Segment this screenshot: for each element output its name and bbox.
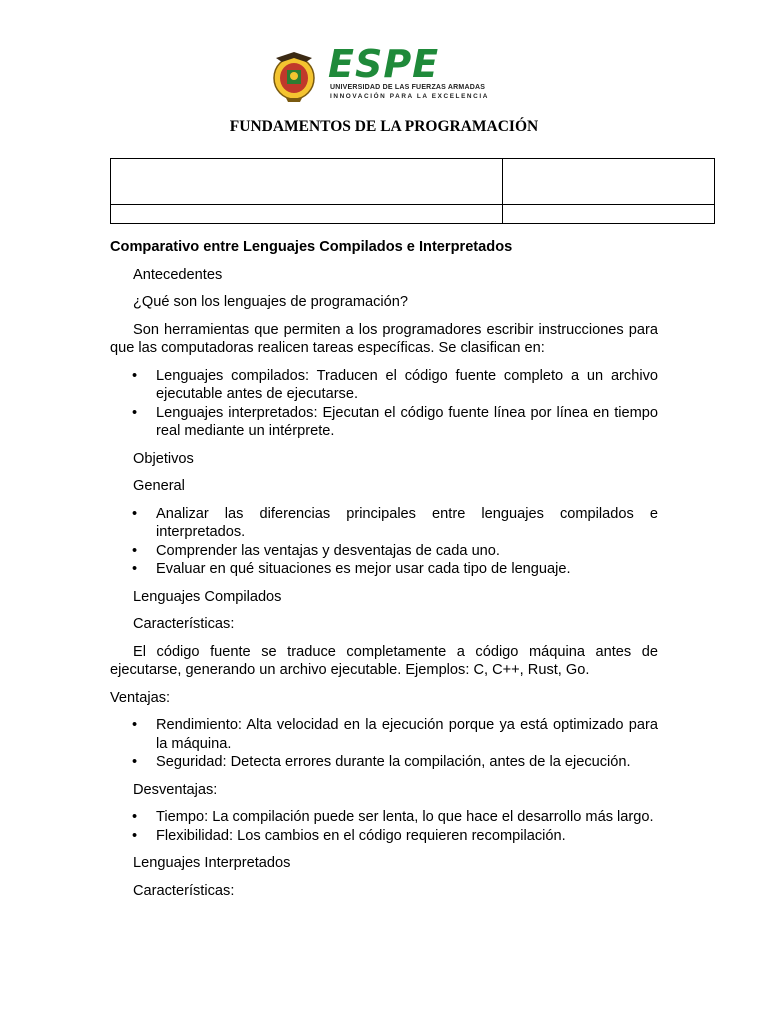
- document-title: FUNDAMENTOS DE LA PROGRAMACIÓN: [229, 118, 539, 135]
- list-item: • Lenguajes interpretados: Ejecutan el código fuente línea por línea en tiempo real mediante un intérprete.: [110, 404, 658, 441]
- university-crest-icon: [266, 46, 322, 102]
- list-item: • Tiempo: La compilación puede ser lenta, lo que hace el desarrollo más largo.: [110, 808, 658, 827]
- compiled-characteristics-label: Características:: [133, 616, 235, 632]
- disadvantages-label: Desventajas:: [133, 781, 218, 798]
- question-text: ¿Qué son los lenguajes de programación?: [133, 294, 409, 310]
- logo-subtitle: UNIVERSIDAD DE LAS FUERZAS ARMADAS: [330, 84, 486, 91]
- intro-paragraph: Son herramientas que permiten a los programadores escribir instrucciones para que las computadoras realicen tareas específicas. Se clasifican en:: [110, 321, 658, 356]
- subheading-antecedentes: Antecedentes: [133, 266, 223, 283]
- interpreted-characteristics-label: Características:: [133, 882, 235, 899]
- list-item: • Lenguajes compilados: Traducen el código fuente completo a un archivo ejecutable antes de ejecutarse.: [110, 367, 658, 404]
- header-cell: [503, 205, 715, 224]
- list-item: • Rendimiento: Alta velocidad en la ejecución porque ya está optimizado para la máquina.: [110, 716, 658, 753]
- list-item: • Analizar las diferencias principales entre lenguajes compilados e interpretados.: [110, 505, 658, 542]
- header-cell: [111, 159, 503, 205]
- disadvantages-list: [110, 808, 658, 845]
- subheading-objetivos: Objetivos: [133, 450, 194, 467]
- list-item: • Evaluar en qué situaciones es mejor usar cada tipo de lenguaje.: [110, 560, 658, 579]
- list-item: • Comprender las ventajas y desventajas de cada uno.: [110, 542, 658, 561]
- header-cell: [111, 205, 503, 224]
- section-heading: Comparativo entre Lenguajes Compilados e Interpretados: [110, 239, 513, 255]
- subheading-compiled: Lenguajes Compilados: [133, 588, 282, 605]
- compiled-characteristics-text: El código fuente se traduce completamente a código máquina antes de ejecutarse, generando un archivo ejecutable. Ejemplos: C, C++, Rust, Go.: [110, 643, 658, 678]
- subheading-interpreted: Lenguajes Interpretados: [133, 855, 291, 871]
- list-item: • Flexibilidad: Los cambios en el código requieren recompilación.: [110, 827, 658, 846]
- header-table: [110, 158, 715, 224]
- logo-wordmark: ESPE: [328, 42, 440, 86]
- document-body: [110, 238, 658, 909]
- logo-tagline: INNOVACIÓN PARA LA EXCELENCIA: [330, 93, 489, 100]
- advantages-label: Ventajas:: [110, 689, 171, 706]
- advantages-list: [110, 716, 658, 772]
- list-item: • Seguridad: Detecta errores durante la compilación, antes de la ejecución.: [110, 753, 658, 772]
- header-cell: [503, 159, 715, 205]
- subheading-general: General: [133, 478, 185, 494]
- espe-logo: [266, 44, 502, 104]
- classification-list: [110, 367, 658, 441]
- goals-list: [110, 505, 658, 579]
